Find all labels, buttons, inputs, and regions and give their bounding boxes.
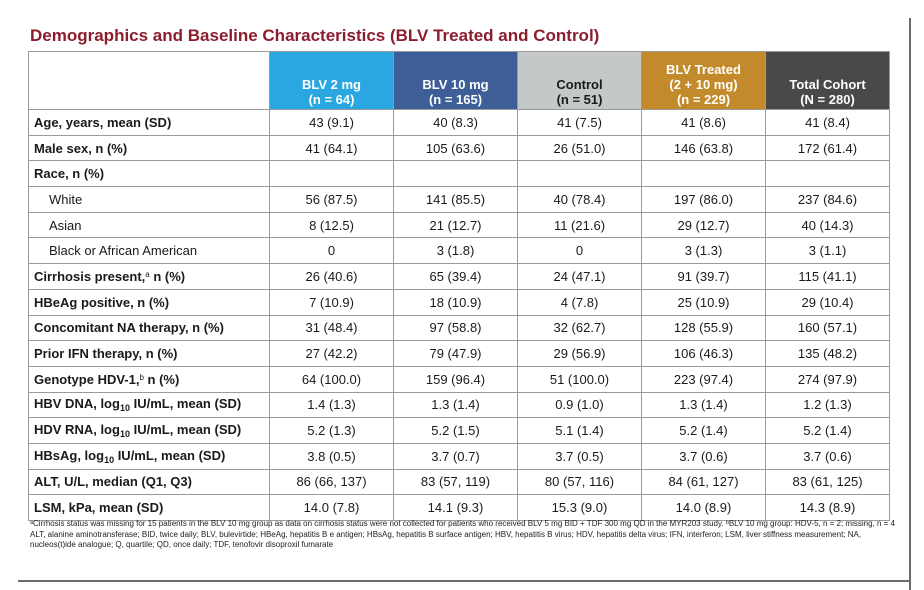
table-cell: 3 (1.8) [394, 238, 518, 264]
table-cell: 65 (39.4) [394, 264, 518, 290]
header-n: (n = 165) [428, 92, 483, 107]
table-cell: 3.8 (0.5) [270, 443, 394, 469]
row-label-tail: IU/mL, mean (SD) [129, 422, 242, 438]
header-total-cohort [766, 52, 890, 110]
table-row [29, 135, 890, 161]
row-label: Race, n (%) [29, 161, 270, 187]
row-label [29, 418, 270, 444]
table-cell: 0 [270, 238, 394, 264]
table-cell: 3 (1.3) [642, 238, 766, 264]
header-name-2: (2 + 10 mg) [669, 77, 738, 92]
subscript: 10 [104, 454, 115, 465]
subscript: 10 [119, 403, 130, 414]
header-n: (N = 280) [800, 92, 855, 107]
table-cell: 41 (7.5) [518, 110, 642, 136]
table-cell: 172 (61.4) [766, 135, 890, 161]
table-row [29, 187, 890, 213]
table-cell: 135 (48.2) [766, 341, 890, 367]
right-shadow-border [909, 18, 911, 590]
table-cell: 41 (64.1) [270, 135, 394, 161]
table-cell: 31 (48.4) [270, 315, 394, 341]
table-cell: 56 (87.5) [270, 187, 394, 213]
row-label-text: Genotype HDV-1, [34, 371, 140, 387]
row-label: ALT, U/L, median (Q1, Q3) [29, 469, 270, 495]
table-cell: 97 (58.8) [394, 315, 518, 341]
table-cell: 86 (66, 137) [270, 469, 394, 495]
bottom-shadow-border [18, 580, 911, 582]
row-label [29, 366, 270, 392]
table-cell: 1.3 (1.4) [394, 392, 518, 418]
table-cell: 237 (84.6) [766, 187, 890, 213]
subscript: 10 [119, 429, 130, 440]
row-label: Age, years, mean (SD) [29, 110, 270, 136]
table-cell: 40 (78.4) [518, 187, 642, 213]
footnote-marker: a [145, 269, 150, 279]
header-blv-treated [642, 52, 766, 110]
row-label: Concomitant NA therapy, n (%) [29, 315, 270, 341]
footnote-marker: b [139, 372, 144, 382]
row-label-text: HDV RNA, log [34, 422, 120, 438]
row-label-text: Cirrhosis present, [34, 268, 146, 284]
table-cell: 41 (8.4) [766, 110, 890, 136]
table-cell [394, 161, 518, 187]
row-label: LSM, kPa, mean (SD) [29, 495, 270, 521]
table-cell: 5.1 (1.4) [518, 418, 642, 444]
table-cell: 24 (47.1) [518, 264, 642, 290]
header-control [518, 52, 642, 110]
row-label-tail: IU/mL, mean (SD) [129, 396, 242, 412]
table-cell: 141 (85.5) [394, 187, 518, 213]
page-title: Demographics and Baseline Characteristics (BLV Treated and Control) [30, 26, 600, 45]
table-cell: 5.2 (1.4) [642, 418, 766, 444]
header-blank-cell [29, 52, 270, 110]
footnote-line: ᵃCirrhosis status was missing for 15 patients in the BLV 10 mg group as data on cirrhosis status were not collected for patients who received BLV 5 mg BID + TDF 300 mg QD in the MYR203 study. ᵇBLV 10 mg group: HDV-5, n = 2; missing, n = 4 [30, 519, 895, 528]
table-cell: 14.3 (8.9) [766, 495, 890, 521]
table-cell: 26 (40.6) [270, 264, 394, 290]
table-row [29, 238, 890, 264]
table-cell: 14.0 (7.8) [270, 495, 394, 521]
table-cell: 160 (57.1) [766, 315, 890, 341]
table-cell: 29 (12.7) [642, 212, 766, 238]
table-row [29, 366, 890, 392]
table-row [29, 212, 890, 238]
table-cell: 3.7 (0.6) [766, 443, 890, 469]
table-cell: 223 (97.4) [642, 366, 766, 392]
table-cell: 83 (57, 119) [394, 469, 518, 495]
table-body [29, 110, 890, 521]
table-cell: 8 (12.5) [270, 212, 394, 238]
table-cell: 15.3 (9.0) [518, 495, 642, 521]
header-name: BLV 2 mg [302, 77, 361, 92]
table-cell: 40 (14.3) [766, 212, 890, 238]
table-cell: 106 (46.3) [642, 341, 766, 367]
table-row [29, 110, 890, 136]
table-cell: 3.7 (0.7) [394, 443, 518, 469]
table-cell: 41 (8.6) [642, 110, 766, 136]
table-cell: 40 (8.3) [394, 110, 518, 136]
table-cell: 0 [518, 238, 642, 264]
table-cell: 80 (57, 116) [518, 469, 642, 495]
table-cell: 7 (10.9) [270, 289, 394, 315]
header-n: (n = 229) [676, 92, 731, 107]
table-cell: 84 (61, 127) [642, 469, 766, 495]
row-label [29, 443, 270, 469]
table-cell: 146 (63.8) [642, 135, 766, 161]
table-cell: 3.7 (0.5) [518, 443, 642, 469]
row-label: Male sex, n (%) [29, 135, 270, 161]
table-cell: 43 (9.1) [270, 110, 394, 136]
table-cell: 25 (10.9) [642, 289, 766, 315]
row-label-text: HBV DNA, log [34, 396, 120, 412]
table-cell: 128 (55.9) [642, 315, 766, 341]
table-cell: 3 (1.1) [766, 238, 890, 264]
table-cell: 115 (41.1) [766, 264, 890, 290]
table-row [29, 161, 890, 187]
table-cell [642, 161, 766, 187]
row-label: HBeAg positive, n (%) [29, 289, 270, 315]
table-row [29, 392, 890, 418]
table-cell: 5.2 (1.5) [394, 418, 518, 444]
row-label-text: HBsAg, log [34, 447, 105, 463]
row-label-tail: IU/mL, mean (SD) [114, 447, 226, 463]
table-cell: 21 (12.7) [394, 212, 518, 238]
footnotes [30, 519, 900, 551]
table-cell: 1.3 (1.4) [642, 392, 766, 418]
table-row [29, 315, 890, 341]
row-label-tail: n (%) [143, 371, 180, 387]
row-label-tail: n (%) [149, 268, 186, 284]
table-cell: 27 (42.2) [270, 341, 394, 367]
table-row [29, 495, 890, 521]
table-cell: 29 (56.9) [518, 341, 642, 367]
row-label: White [29, 187, 270, 213]
table-cell: 83 (61, 125) [766, 469, 890, 495]
header-name: BLV 10 mg [422, 77, 489, 92]
header-name: Control [556, 77, 603, 92]
table-cell: 1.4 (1.3) [270, 392, 394, 418]
table-cell: 5.2 (1.3) [270, 418, 394, 444]
table-cell: 105 (63.6) [394, 135, 518, 161]
table-row [29, 469, 890, 495]
table-row [29, 264, 890, 290]
table-cell [270, 161, 394, 187]
table-cell: 159 (96.4) [394, 366, 518, 392]
row-label [29, 392, 270, 418]
baseline-characteristics-table [28, 51, 890, 521]
table-cell: 197 (86.0) [642, 187, 766, 213]
row-label: Prior IFN therapy, n (%) [29, 341, 270, 367]
table-row [29, 341, 890, 367]
row-label: Asian [29, 212, 270, 238]
table-cell: 51 (100.0) [518, 366, 642, 392]
table-row [29, 443, 890, 469]
table-cell: 79 (47.9) [394, 341, 518, 367]
table-cell: 32 (62.7) [518, 315, 642, 341]
table-cell: 14.0 (8.9) [642, 495, 766, 521]
table-row [29, 418, 890, 444]
table-cell: 3.7 (0.6) [642, 443, 766, 469]
header-name: Total Cohort [789, 77, 866, 92]
table-cell: 14.1 (9.3) [394, 495, 518, 521]
table-cell [518, 161, 642, 187]
table-cell: 4 (7.8) [518, 289, 642, 315]
table-cell: 0.9 (1.0) [518, 392, 642, 418]
header-row [29, 52, 890, 110]
table-cell: 64 (100.0) [270, 366, 394, 392]
table-cell: 29 (10.4) [766, 289, 890, 315]
table-cell: 5.2 (1.4) [766, 418, 890, 444]
header-blv-2mg [270, 52, 394, 110]
abbreviations-line: ALT, alanine aminotransferase; BID, twice daily; BLV, bulevirtide; HBeAg, hepatitis B e antigen; HBsAg, hepatitis B surface antigen; HBV, hepatitis B virus; HDV, hepatitis delta virus; IFN, interferon; LSM, liver stiffness measurement; NA, nucleos(t)ide analogue; Q, quartile; QD, once daily; TDF, tenofovir disoproxil fumarate [30, 529, 862, 549]
table-row [29, 289, 890, 315]
header-blv-10mg [394, 52, 518, 110]
row-label: Black or African American [29, 238, 270, 264]
table-cell: 26 (51.0) [518, 135, 642, 161]
header-name: BLV Treated [666, 62, 741, 77]
table-cell: 18 (10.9) [394, 289, 518, 315]
row-label [29, 264, 270, 290]
table-cell: 274 (97.9) [766, 366, 890, 392]
header-n: (n = 64) [308, 92, 355, 107]
table-cell: 1.2 (1.3) [766, 392, 890, 418]
header-n: (n = 51) [556, 92, 603, 107]
table-cell: 91 (39.7) [642, 264, 766, 290]
table-cell: 11 (21.6) [518, 212, 642, 238]
table-cell [766, 161, 890, 187]
